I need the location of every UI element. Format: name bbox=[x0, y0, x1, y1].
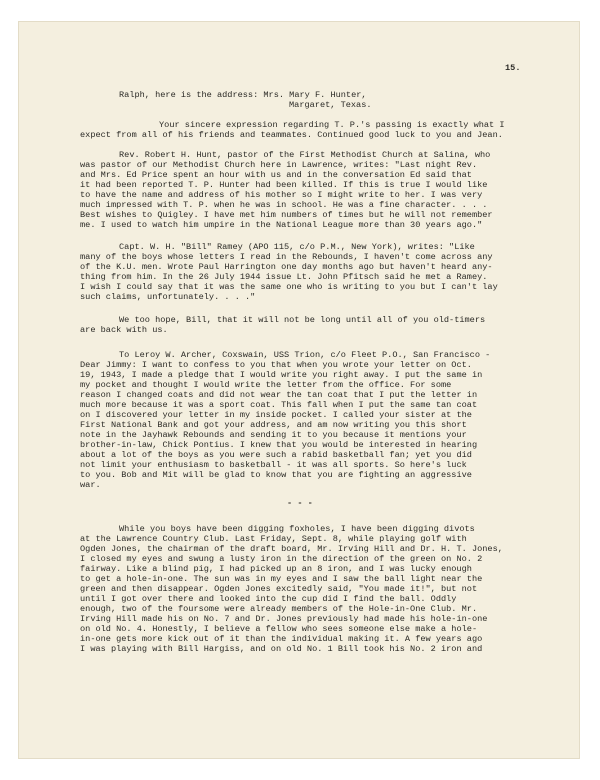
text-line: not limit your enthusiasm to basketball - it was all sports. So here's luck bbox=[80, 460, 467, 470]
page-number: 15. bbox=[505, 63, 521, 73]
address-line: Ralph, here is the address: Mrs. Mary F. Hunter, bbox=[119, 90, 367, 100]
text-line: until I got over there and looked into the cup did I find the ball. Oddly bbox=[80, 594, 457, 604]
text-line: Rev. Robert H. Hunt, pastor of the First Methodist Church at Salina, who bbox=[119, 150, 491, 160]
text-line: much impressed with T. P. when he was in school. He was a fine character. . . . bbox=[80, 200, 488, 210]
text-line: Best wishes to Quigley. I have met him numbers of times but he will not remember bbox=[80, 210, 493, 220]
text-line: I wish I could say that it was the same one who is writing to you but I can't lay bbox=[80, 282, 498, 292]
text-line: me. I used to watch him umpire in the National League more than 30 years ago." bbox=[80, 220, 483, 230]
text-line: it had been reported T. P. Hunter had been killed. If this is true I would like bbox=[80, 180, 488, 190]
text-line: much more because it was a sport coat. This fall when I put the same tan coat bbox=[80, 400, 478, 410]
text-line: First National Bank and got your address, and am now writing you this short bbox=[80, 420, 467, 430]
text-line: I was playing with Bill Hargiss, and on old No. 1 Bill took his No. 2 iron and bbox=[80, 644, 483, 654]
text-line: Irving Hill made his on No. 7 and Dr. Jones previously had made his hole-in-one bbox=[80, 614, 488, 624]
text-line: on old No. 4. Honestly, I believe a fellow who sees someone else make a hole- bbox=[80, 624, 478, 634]
text-line: Ogden Jones, the chairman of the draft board, Mr. Irving Hill and Dr. H. T. Jones, bbox=[80, 544, 503, 554]
text-line: I closed my eyes and swung a lusty iron in the direction of the green on No. 2 bbox=[80, 554, 483, 564]
text-line: many of the boys whose letters I read in the Rebounds, I haven't come across any bbox=[80, 252, 493, 262]
text-line: fairway. Like a blind pig, I had picked up an 8 iron, and I was lucky enough bbox=[80, 564, 472, 574]
text-line: to have the name and address of his mother so I might write to her. I was very bbox=[80, 190, 483, 200]
text-line: brother-in-law, Chick Pontius. I knew that you would be interested in hearing bbox=[80, 440, 478, 450]
text-line: and Mrs. Ed Price spent an hour with us and in the conversation Ed said that bbox=[80, 170, 472, 180]
text-line: To Leroy W. Archer, Coxswain, USS Trion, c/o Fleet P.O., San Francisco - bbox=[119, 350, 491, 360]
text-line: of the K.U. men. Wrote Paul Harrington one day months ago but haven't heard any- bbox=[80, 262, 493, 272]
text-line: reason I changed coats and did not wear the tan coat that I put the letter in bbox=[80, 390, 478, 400]
text-line: While you boys have been digging foxholes, I have been digging divots bbox=[119, 524, 475, 534]
text-line: at the Lawrence Country Club. Last Friday, Sept. 8, while playing golf with bbox=[80, 534, 467, 544]
text-line: Dear Jimmy: I want to confess to you that when you wrote your letter on Oct. bbox=[80, 360, 472, 370]
text-line: to you. Bob and Mit will be glad to know that you are fighting an aggressive bbox=[80, 470, 472, 480]
text-line: about a lot of the boys as you were such a rabid basketball fan; yet you did bbox=[80, 450, 472, 460]
text-line: green and then disappear. Ogden Jones excitedly said, "You made it!", but not bbox=[80, 584, 478, 594]
text-line: enough, two of the foursome were already members of the Hole-in-One Club. Mr. bbox=[80, 604, 478, 614]
text-line: Your sincere expression regarding T. P.'s passing is exactly what I bbox=[159, 120, 505, 130]
text-line: to get a hole-in-one. The sun was in my eyes and I saw the ball light near the bbox=[80, 574, 483, 584]
section-separator: - - - bbox=[287, 498, 313, 508]
text-line: war. bbox=[80, 480, 101, 490]
typewritten-page bbox=[19, 22, 579, 758]
text-line: such claims, unfortunately. . . ." bbox=[80, 292, 256, 302]
text-line: was pastor of our Methodist Church here in Lawrence, writes: "Last night Rev. bbox=[80, 160, 478, 170]
text-line: Capt. W. H. "Bill" Ramey (APO 115, c/o P.M., New York), writes: "Like bbox=[119, 242, 475, 252]
text-line: expect from all of his friends and teammates. Continued good luck to you and Jean. bbox=[80, 130, 503, 140]
text-line: my pocket and thought I would write the letter from the office. For some bbox=[80, 380, 452, 390]
text-line: 19, 1943, I made a pledge that I would write you right away. I put the same in bbox=[80, 370, 483, 380]
text-line: We too hope, Bill, that it will not be long until all of you old-timers bbox=[119, 315, 486, 325]
text-line: note in the Jayhawk Rebounds and sending it to you because it mentions your bbox=[80, 430, 467, 440]
text-line: are back with us. bbox=[80, 325, 168, 335]
text-line: in-one gets more kick out of it than the individual making it. A few years ago bbox=[80, 634, 483, 644]
address-line: Margaret, Texas. bbox=[289, 100, 372, 110]
text-line: on I discovered your letter in my inside pocket. I called your sister at the bbox=[80, 410, 472, 420]
text-line: thing from him. In the 26 July 1944 issue Lt. John Pfitsch said he met a Ramey. bbox=[80, 272, 488, 282]
